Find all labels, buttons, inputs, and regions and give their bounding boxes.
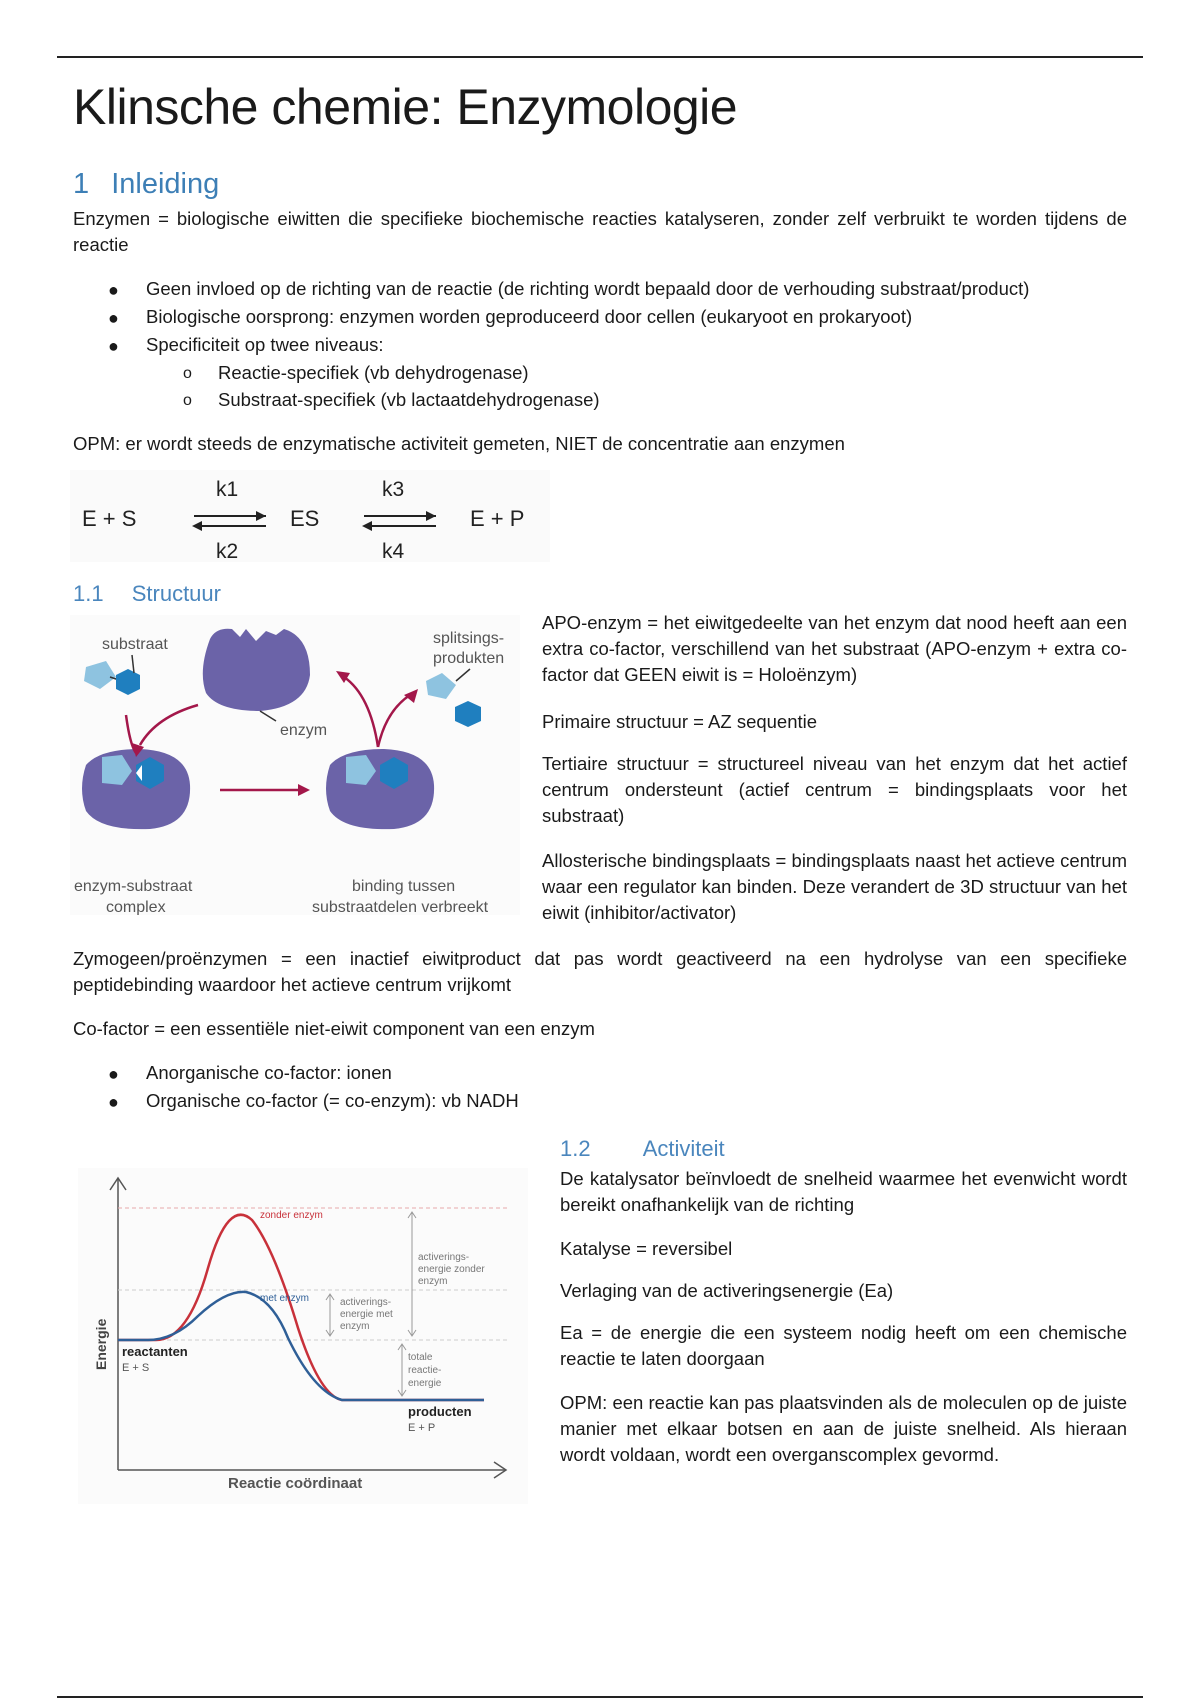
complex-left-shape	[82, 749, 190, 829]
section-1-title: Inleiding	[111, 168, 220, 200]
section-1-heading	[73, 168, 219, 201]
label-reactanten: reactanten	[122, 1344, 188, 1359]
subbullet-circle: o	[183, 392, 192, 409]
bullet-dot: ●	[108, 280, 119, 300]
bullet-item-1: Geen invloed op de richting van de reactie (de richting wordt bepaald door de verhouding substraat/product)	[146, 278, 1030, 299]
y-axis-label: Energie	[93, 1318, 109, 1370]
totale-3: energie	[408, 1378, 442, 1389]
bottom-rule	[57, 1696, 1143, 1698]
bullet-item-3: Specificiteit op twee niveaus:	[146, 334, 384, 355]
subbullet-item-1: Reactie-specifiek (vb dehydrogenase)	[218, 362, 529, 383]
section-1-1-heading	[73, 581, 221, 607]
reaction-left: E + S	[82, 506, 137, 531]
label-complex-1: enzym-substraat	[74, 878, 193, 895]
label-substraat: substraat	[102, 636, 168, 653]
bullet-dot: ●	[108, 308, 119, 328]
rate-k4: k4	[382, 540, 405, 562]
act-met-2: energie met	[340, 1309, 393, 1320]
cofactor-bullet-2: Organische co-factor (= co-enzym): vb NADH	[146, 1090, 519, 1111]
opm-reactie: OPM: een reactie kan pas plaatsvinden als de moleculen op de juiste manier met elkaar botsen en aan de juiste snelheid. Als hieraan wordt voldaan, wordt een overganscomplex gevormd.	[560, 1392, 1127, 1465]
ea-definition: Ea = de energie die een systeem nodig heeft om een chemische reactie te laten doorgaan	[560, 1322, 1127, 1369]
label-met-enzym: met enzym	[260, 1293, 309, 1304]
bullet-dot: ●	[108, 1064, 119, 1084]
label-binding-2: substraatdelen verbreekt	[312, 899, 489, 915]
reaction-middle: ES	[290, 506, 320, 531]
act-zonder-2: energie zonder	[418, 1264, 485, 1275]
act-zonder-3: enzym	[418, 1276, 448, 1287]
complex-right-shape	[326, 749, 434, 829]
label-reactanten-sub: E + S	[122, 1362, 150, 1374]
label-zonder-enzym: zonder enzym	[260, 1210, 323, 1221]
label-complex-2: complex	[106, 899, 166, 915]
energy-diagram	[78, 1168, 528, 1504]
opm-note: OPM: er wordt steeds de enzymatische activiteit gemeten, NIET de concentratie aan enzymen	[73, 433, 845, 454]
act-met-3: enzym	[340, 1321, 370, 1332]
subbullet-item-2: Substraat-specifiek (vb lactaatdehydrogenase)	[218, 389, 600, 410]
subbullet-circle: o	[183, 365, 192, 382]
section-1-1-number: 1.1	[73, 581, 104, 606]
enzyme-shape	[203, 629, 310, 711]
label-splitsings-1: splitsings-	[433, 630, 505, 647]
reaction-scheme	[70, 470, 550, 562]
section-1-2-title: Activiteit	[642, 1136, 725, 1161]
label-splitsings-2: produkten	[433, 650, 505, 667]
label-producten-sub: E + P	[408, 1422, 436, 1434]
top-rule	[57, 56, 1143, 58]
primaire-structuur: Primaire structuur = AZ sequentie	[542, 711, 818, 732]
section-1-number: 1	[73, 168, 90, 200]
bullet-dot: ●	[108, 336, 119, 356]
act-met-1: activerings-	[340, 1297, 392, 1308]
enzyme-cycle-diagram	[70, 615, 520, 915]
act-zonder-1: activerings-	[418, 1252, 470, 1263]
bullet-item-2: Biologische oorsprong: enzymen worden geproduceerd door cellen (eukaryoot en prokaryoot)	[146, 306, 913, 327]
rate-k1: k1	[216, 478, 239, 501]
label-producten: producten	[408, 1404, 472, 1419]
allosterische-bindingsplaats: Allosterische bindingsplaats = bindingsplaats naast het actieve centrum waar een regulator kan binden. Deze verandert de 3D structuur van het eiwit (inhibitor/activator)	[542, 850, 1127, 923]
x-axis-label: Reactie coördinaat	[228, 1475, 363, 1492]
label-binding-1: binding tussen	[352, 878, 456, 895]
cofactor-definition: Co-factor = een essentiële niet-eiwit component van een enzym	[73, 1018, 595, 1039]
section-1-1-title: Structuur	[131, 581, 221, 606]
section-1-2-heading	[560, 1136, 725, 1162]
totale-2: reactie-	[408, 1365, 442, 1376]
rate-k2: k2	[216, 540, 239, 562]
totale-1: totale	[408, 1352, 433, 1363]
katalyse-reversibel: Katalyse = reversibel	[560, 1238, 733, 1259]
page-title: Klinsche chemie: Enzymologie	[73, 79, 738, 135]
cofactor-bullet-1: Anorganische co-factor: ionen	[146, 1062, 392, 1083]
reaction-right: E + P	[470, 506, 525, 531]
rate-k3: k3	[382, 478, 405, 501]
zymogeen-paragraph: Zymogeen/proënzymen = een inactief eiwitproduct dat pas wordt geactiveerd na een hydrolyse van een specifieke peptidebinding waardoor het actieve centrum vrijkomt	[73, 948, 1127, 995]
tertiaire-structuur: Tertiaire structuur = structureel niveau van het enzym dat het actief centrum ondersteunt (actief centrum = bindingsplaats voor het substraat)	[542, 753, 1127, 826]
verlaging-ea: Verlaging van de activeringsenergie (Ea)	[560, 1280, 894, 1301]
apo-enzym-paragraph: APO-enzym = het eiwitgedeelte van het enzym dat nood heeft aan een extra co-factor, verschillend van het substraat (APO-enzym + extra co-factor dat GEEN eiwit is = Holoënzym)	[542, 612, 1127, 685]
label-enzym: enzym	[280, 722, 328, 739]
section-1-2-number: 1.2	[560, 1136, 591, 1161]
katalysator-paragraph: De katalysator beïnvloedt de snelheid waarmee het evenwicht wordt bereikt onafhankelijk van de richting	[560, 1168, 1127, 1215]
intro-paragraph: Enzymen = biologische eiwitten die specifieke biochemische reacties katalyseren, zonder zelf verbruikt te worden tijdens de reactie	[73, 208, 1127, 255]
bullet-dot: ●	[108, 1092, 119, 1112]
